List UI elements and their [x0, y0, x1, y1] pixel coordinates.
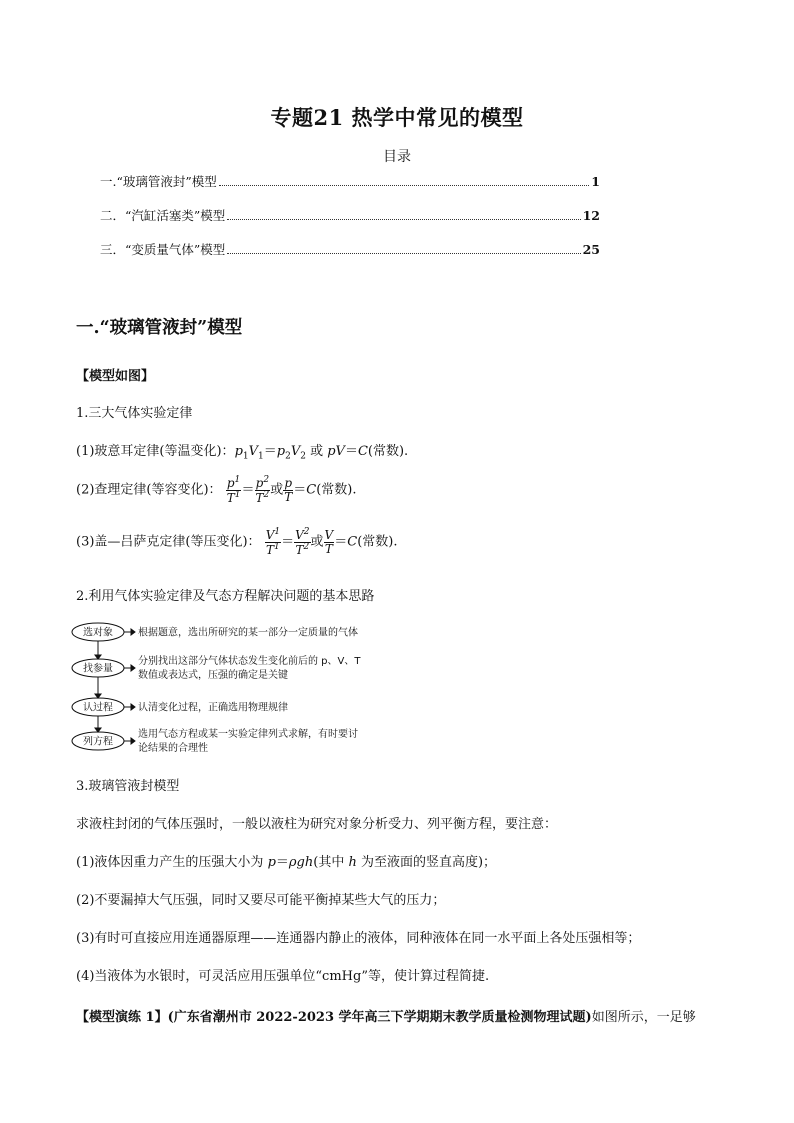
- step-label: 选对象: [83, 627, 113, 639]
- step-note: 根据题意，选出所研究的某一部分一定质量的气体: [138, 627, 358, 639]
- step-note: 认清变化过程，正确选用物理规律: [138, 702, 288, 714]
- step-note: 数值或表达式，压强的确定是关键: [138, 670, 288, 681]
- exercise-text: 如图所示，一足够: [591, 1010, 696, 1025]
- law1-text: (1)玻意耳定律(等温变化)：: [76, 444, 235, 459]
- fraction: $\frac{V}{T}$: [324, 528, 334, 556]
- model-label: 【模型如图】: [76, 369, 155, 384]
- toc-leader-dots: [227, 253, 580, 254]
- toc-leader-dots: [227, 219, 580, 220]
- method-heading: 2.利用气体实验定律及气态方程解决问题的基本思路: [76, 589, 375, 604]
- law3-line: (3)盖—吕萨克定律(等压变化)： $\frac{V^1}{T^1}$ ＝ $\frac{V^2}{T^2}$ 或 $\frac{V}{T}$ ＝C(常数).: [76, 527, 398, 557]
- fraction: $\frac{p^1}{T^1}$: [226, 475, 241, 505]
- exercise-line: [76, 1006, 696, 1025]
- point-4: (4)当液体为水银时，可灵活应用压强单位“cmHg”等，使计算过程简捷.: [76, 969, 490, 984]
- method-flowchart: [68, 620, 398, 755]
- toc-label: 一.“玻璃管液封”模型: [100, 174, 217, 189]
- down-arrows: [95, 641, 101, 732]
- law1-tail: (常数).: [367, 444, 409, 459]
- toc-page: 1: [591, 174, 600, 189]
- law3-text: (3)盖—吕萨克定律(等压变化)：: [76, 534, 261, 550]
- law-heading: 1.三大气体实验定律: [76, 406, 193, 421]
- law1-line: (1)玻意耳定律(等温变化)：$p_1V_1=p_2V_2$ 或 pV＝C(常数).: [76, 444, 409, 462]
- point-1-text: (其中: [313, 855, 349, 870]
- step-note: 选用气态方程或某一实验定律列式求解，有时要讨: [138, 729, 358, 740]
- intro-text: 求液柱封闭的气体压强时，一般以液柱为研究对象分析受力、列平衡方程，要注意：: [76, 817, 558, 832]
- toc-row[interactable]: [100, 206, 600, 224]
- toc-leader-dots: [219, 185, 590, 186]
- step-label: 找参量: [83, 663, 113, 675]
- step-label: 认过程: [83, 702, 113, 714]
- law3-tail: (常数).: [357, 534, 398, 550]
- toc-label: 二．“汽缸活塞类”模型: [100, 208, 226, 223]
- fraction: $\frac{V^1}{T^1}$: [265, 527, 281, 557]
- exercise-label: 【模型演练 1】: [76, 1010, 168, 1025]
- step-note: 分别找出这部分气体状态发生变化前后的 p、V、T: [138, 656, 361, 667]
- toc-row[interactable]: [100, 240, 600, 258]
- point-3: (3)有时可直接应用连通器原理——连通器内静止的液体，同种液体在同一水平面上各处压强相等；: [76, 931, 641, 946]
- toc-page: 25: [582, 242, 600, 257]
- point-1-text: (1)液体因重力产生的压强大小为: [76, 855, 268, 870]
- model3-heading: 3.玻璃管液封模型: [76, 779, 180, 794]
- toc-row[interactable]: [100, 172, 600, 190]
- law2-tail: (常数).: [316, 482, 357, 498]
- law2-line: (2)查理定律(等容变化)： $\frac{p^1}{T^1}$ ＝ $\frac{p^2}{T^2}$ 或 $\frac{p}{T}$ ＝C(常数).: [76, 475, 357, 505]
- exercise-source: (广东省潮州市 2022-2023 学年高三下学期期末教学质量检测物理试题): [167, 1010, 592, 1025]
- step-note: 论结果的合理性: [138, 743, 208, 754]
- fraction: $\frac{p^2}{T^2}$: [255, 475, 270, 505]
- toc-heading: 目录: [383, 149, 411, 165]
- fraction: $\frac{V^2}{T^2}$: [295, 527, 310, 557]
- toc-label: 三．“变质量气体”模型: [100, 242, 226, 257]
- step-label: 列方程: [83, 736, 113, 748]
- fraction: $\frac{p}{T}$: [284, 476, 293, 504]
- point-1: (1)液体因重力产生的压强大小为 p＝ρgh(其中 h 为至液面的竖直高度)；: [76, 855, 497, 870]
- law2-text: (2)查理定律(等容变化)：: [76, 482, 222, 498]
- right-arrows: [124, 629, 135, 744]
- section-heading: 一.“玻璃管液封”模型: [76, 318, 243, 338]
- toc-page: 12: [582, 208, 600, 223]
- point-1-text: 为至液面的竖直高度)；: [360, 855, 497, 870]
- document-title: 专题21 热学中常见的模型: [270, 105, 524, 130]
- point-2: (2)不要漏掉大气压强，同时又要尽可能平衡掉某些大气的压力；: [76, 893, 446, 908]
